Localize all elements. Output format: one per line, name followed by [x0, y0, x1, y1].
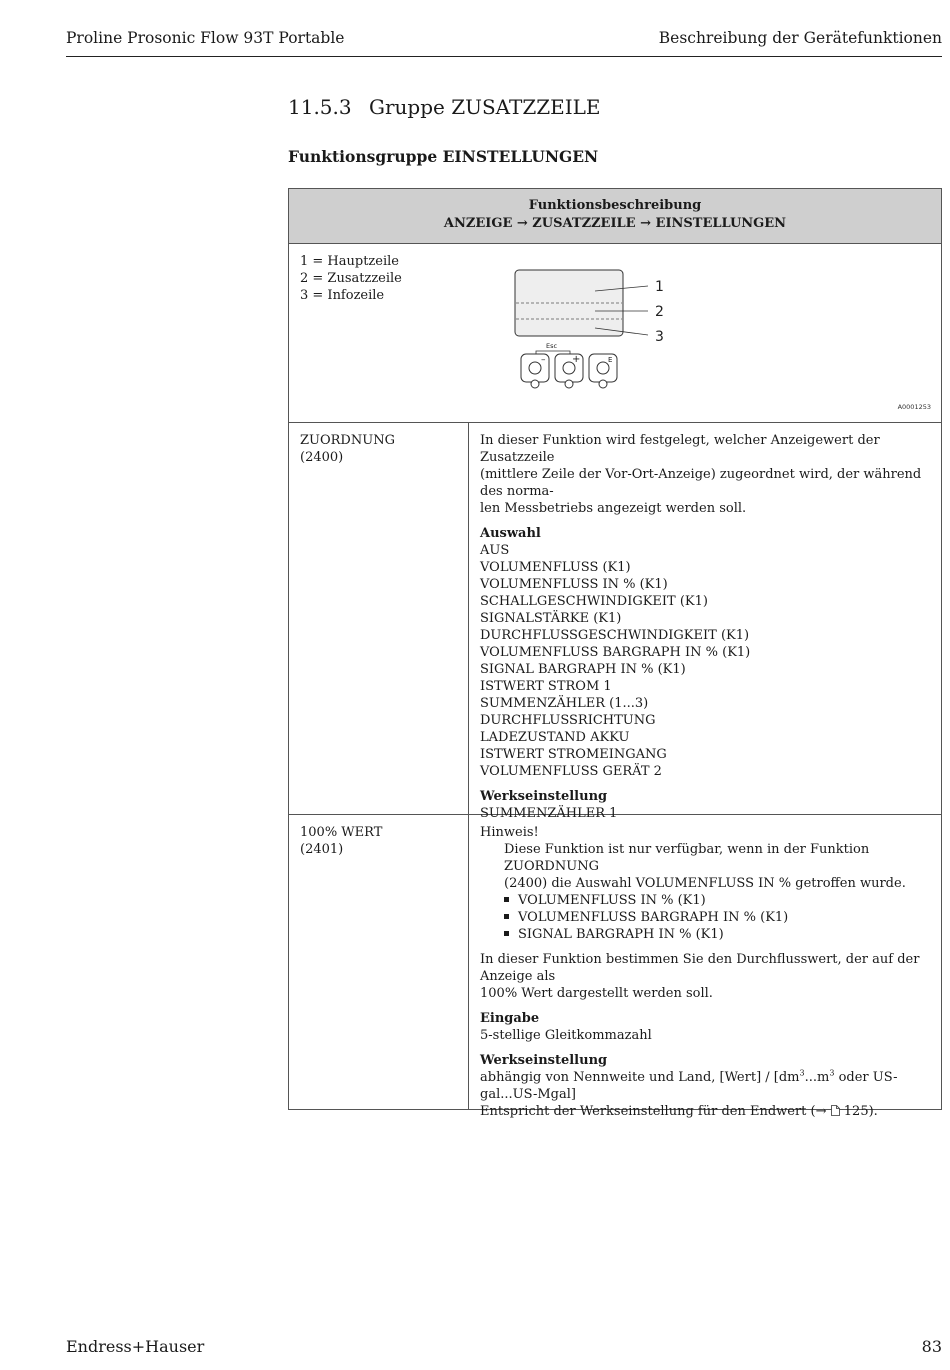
function-name: 100% WERT [300, 825, 383, 840]
header-chapter-title: Beschreibung der Gerätefunktionen [658, 29, 942, 47]
option-item: AUS [480, 543, 510, 558]
option-item: ISTWERT STROM 1 [480, 679, 612, 694]
input-value: 5-stellige Gleitkommazahl [480, 1028, 652, 1043]
bullet-item [480, 926, 933, 943]
default-value: SUMMENZÄHLER 1 [480, 806, 618, 821]
esc-key-label: Esc [546, 342, 558, 350]
footer-company: Endress+Hauser [66, 1337, 205, 1356]
default-text: ...m [804, 1070, 830, 1085]
key-circle [531, 380, 539, 388]
option-item: VOLUMENFLUSS IN % (K1) [480, 577, 668, 592]
bullet-item [480, 892, 933, 909]
bullet-icon [504, 931, 509, 936]
key-circle [565, 380, 573, 388]
function-group-title: Funktionsgruppe EINSTELLUNGEN [288, 147, 599, 166]
description-line: 100% Wert dargestellt werden soll. [480, 986, 713, 1001]
figure-legend [300, 253, 402, 304]
function-code: (2400) [300, 450, 344, 465]
section-title: Gruppe ZUSATZZEILE [369, 95, 601, 119]
note-line: Diese Funktion ist nur verfügbar, wenn in der Funktion ZUORDNUNG [504, 842, 870, 874]
column-divider [468, 423, 469, 814]
header-product-name: Proline Prosonic Flow 93T Portable [66, 29, 345, 47]
bullet-text: VOLUMENFLUSS BARGRAPH IN % (K1) [518, 910, 789, 925]
footer-page-number: 83 [921, 1337, 942, 1356]
description-line: (mittlere Zeile der Vor-Ort-Anzeige) zugeordnet wird, der während des norma- [480, 467, 922, 499]
display-illustration [509, 266, 749, 396]
table-row-100-wert [289, 815, 941, 1119]
description-line: In dieser Funktion wird festgelegt, welcher Anzeigewert der Zusatzzeile [480, 433, 880, 465]
table-header-title: Funktionsbeschreibung [528, 198, 702, 213]
note-line: (2400) die Auswahl VOLUMENFLUSS IN % getroffen wurde. [504, 876, 906, 891]
bullet-icon [504, 914, 509, 919]
description-line: In dieser Funktion bestimmen Sie den Durchflusswert, der auf der Anzeige als [480, 952, 920, 984]
legend-item: 1 = Hauptzeile [300, 254, 399, 269]
enter-key [589, 354, 617, 382]
bullet-text: VOLUMENFLUSS IN % (K1) [518, 893, 706, 908]
default-text: 125). [839, 1104, 878, 1119]
option-item: VOLUMENFLUSS (K1) [480, 560, 631, 575]
description-line: len Messbetriebs angezeigt werden soll. [480, 501, 747, 516]
function-table [288, 188, 942, 1119]
page-reference-icon [831, 1105, 840, 1116]
figure-code: A0001253 [897, 403, 931, 411]
function-description-cell [480, 432, 933, 822]
callout-number: 1 [655, 279, 664, 295]
option-item: VOLUMENFLUSS GERÄT 2 [480, 764, 662, 779]
default-label: Werkseinstellung [480, 1053, 608, 1068]
function-description-cell [480, 824, 933, 1120]
minus-icon: – [541, 355, 546, 365]
legend-item: 2 = Zusatzzeile [300, 271, 402, 286]
input-label: Eingabe [480, 1011, 540, 1026]
option-item: DURCHFLUSSRICHTUNG [480, 713, 656, 728]
option-item: VOLUMENFLUSS BARGRAPH IN % (K1) [480, 645, 751, 660]
function-name: ZUORDNUNG [300, 433, 395, 448]
option-item: DURCHFLUSSGESCHWINDIGKEIT (K1) [480, 628, 750, 643]
default-value [480, 1069, 933, 1103]
key-circle [599, 380, 607, 388]
header-rule [66, 56, 942, 57]
default-reference [480, 1103, 933, 1120]
function-code: (2401) [300, 842, 344, 857]
function-name-cell [300, 824, 382, 858]
option-item: SCHALLGESCHWINDIGKEIT (K1) [480, 594, 708, 609]
table-header [289, 189, 941, 244]
bullet-item [480, 909, 933, 926]
callout-number: 2 [655, 304, 664, 320]
column-divider [468, 815, 469, 1109]
bullet-text: SIGNAL BARGRAPH IN % (K1) [518, 927, 724, 942]
legend-item: 3 = Infozeile [300, 288, 385, 303]
table-header-path: ANZEIGE → ZUSATZZEILE → EINSTELLUNGEN [443, 216, 787, 231]
function-name-cell [300, 432, 395, 466]
table-row-zuordnung [289, 423, 941, 821]
default-text: oder US-gal...US-Mgal] [480, 1070, 898, 1102]
option-item: LADEZUSTAND AKKU [480, 730, 630, 745]
default-text: Entspricht der Werkseinstellung für den Endwert (→ [480, 1104, 831, 1119]
callout-number: 3 [655, 329, 664, 345]
option-item: SIGNAL BARGRAPH IN % (K1) [480, 662, 686, 677]
section-heading [288, 95, 601, 119]
superscript: 3 [799, 1068, 805, 1078]
bullet-icon [504, 897, 509, 902]
option-item: SIGNALSTÄRKE (K1) [480, 611, 622, 626]
plus-icon: + [572, 354, 581, 365]
superscript: 3 [829, 1068, 835, 1078]
enter-key-label: E [608, 356, 613, 364]
option-item: ISTWERT STROMEINGANG [480, 747, 667, 762]
figure-row [289, 244, 941, 423]
section-number: 11.5.3 [288, 95, 352, 119]
note-label: Hinweis! [480, 825, 539, 840]
option-item: SUMMENZÄHLER (1...3) [480, 696, 649, 711]
default-label: Werkseinstellung [480, 789, 608, 804]
default-text: abhängig von Nennweite und Land, [Wert] / [dm [480, 1070, 800, 1085]
selection-label: Auswahl [480, 526, 541, 541]
